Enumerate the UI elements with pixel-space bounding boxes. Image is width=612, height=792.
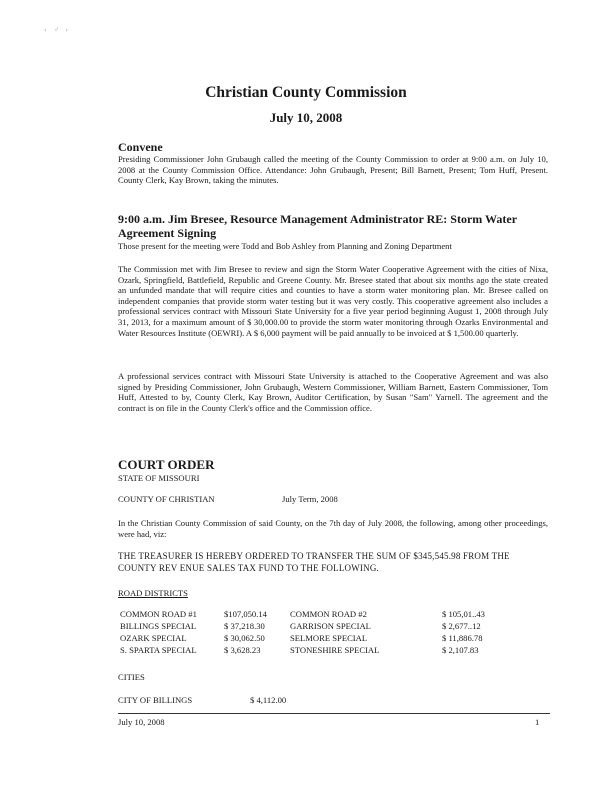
table-row [118, 632, 487, 644]
meeting-date: July 10, 2008 [269, 110, 343, 125]
road-amount: $ 30,062.50 [224, 633, 265, 643]
court-order-heading: COURT ORDER [118, 457, 215, 472]
term-line: July Term, 2008 [282, 494, 338, 504]
agenda-paragraph-1: The Commission met with Jim Bresee to review and sign the Storm Water Cooperative Agreement with the cities of Nixa, Ozark, Springfield, Battlefield, Republic and Greene County. Mr. Bresee stated that about six months ago the state created an unfunded mandate that will require cities and counties to have a storm water monitoring plan. Mr. Bresee called on independent companies that provide storm water testing but it was very costly. This cooperative agreement also includes a professional services contract with Missouri State University for a five year period beginning August 1, 2008 through July 31, 2013, for a maximum amount of $ 30,000.00 to provide the storm water monitoring through Ozarks Environmental and Water Resources Institute (OEWRI). A $ 6,000 payment will be paid annually to be invoiced at $ 1,500.00 quarterly. [118, 264, 548, 338]
agenda-present: Those present for the meeting were Todd and Bob Ashley from Planning and Zoning Department [118, 241, 452, 251]
table-row [118, 608, 487, 620]
road-name: COMMON ROAD #2 [290, 609, 367, 619]
court-intro: In the Christian County Commission of said County, on the 7th day of July 2008, the following, among other proceedings, were had, viz: [118, 518, 548, 539]
road-name: STONESHIRE SPECIAL [290, 645, 380, 655]
road-name: SELMORE SPECIAL [290, 633, 368, 643]
table-row [118, 620, 487, 632]
table-row [118, 644, 487, 656]
road-amount: $ 2,677..12 [442, 621, 481, 631]
convene-heading: Convene [118, 140, 163, 154]
transfer-order: THE TREASURER IS HEREBY ORDERED TO TRANSFER THE SUM OF $345,545.98 FROM THE COUNTY REV ENUE SALES TAX FUND TO THE FOLLOWING. [118, 551, 510, 573]
footer-date: July 10, 2008 [118, 717, 165, 727]
road-name: GARRISON SPECIAL [290, 621, 371, 631]
road-districts-heading: ROAD DISTRICTS [118, 588, 188, 598]
road-name: COMMON ROAD #1 [120, 609, 197, 619]
city-name: CITY OF BILLINGS [118, 695, 193, 705]
agenda-paragraph-2: A professional services contract with Missouri State University is attached to the Cooperative Agreement and was also signed by Presiding Commissioner, John Grubaugh, Western Commissioner, William Barnett, Eastern Commissioner, Tom Huff, Attested to by, County Clerk, Kay Brown, Auditor Certification, by Susan "Sam" Yarnell. The agreement and the contract is on file in the County Clerk's office and the Commission office. [118, 371, 548, 413]
road-name: S. SPARTA SPECIAL [120, 645, 197, 655]
road-amount: $ 11,886.78 [442, 633, 483, 643]
page-number: 1 [535, 717, 540, 727]
state-line: STATE OF MISSOURI [118, 473, 200, 483]
agenda-heading: 9:00 a.m. Jim Bresee, Resource Management Administrator RE: Storm Water Agreement Signing [118, 212, 517, 240]
road-districts-table [118, 608, 487, 656]
road-amount: $ 3,628.23 [224, 645, 261, 655]
footer-divider [118, 713, 550, 714]
city-amount: $ 4,112.00 [250, 695, 287, 705]
road-amount: $ 37,218.30 [224, 621, 265, 631]
road-amount: $ 105,01..43 [442, 609, 485, 619]
road-name: OZARK SPECIAL [120, 633, 187, 643]
scan-specks: · ·̇ · [44, 26, 71, 35]
road-name: BILLINGS SPECIAL [120, 621, 197, 631]
road-amount: $107,050.14 [224, 609, 267, 619]
document-title: Christian County Commission [205, 84, 407, 101]
cities-heading: CITIES [118, 672, 145, 682]
convene-text: Presiding Commissioner John Grubaugh called the meeting of the County Commission to order at 9:00 a.m. on July 10, 2008 at the County Commission Office. Attendance: John Grubaugh, Present; Bill Barnett, Present; Tom Huff, Present. County Clerk, Kay Brown, taking the minutes. [118, 154, 548, 186]
road-amount: $ 2,107.83 [442, 645, 479, 655]
county-line: COUNTY OF CHRISTIAN [118, 494, 215, 504]
